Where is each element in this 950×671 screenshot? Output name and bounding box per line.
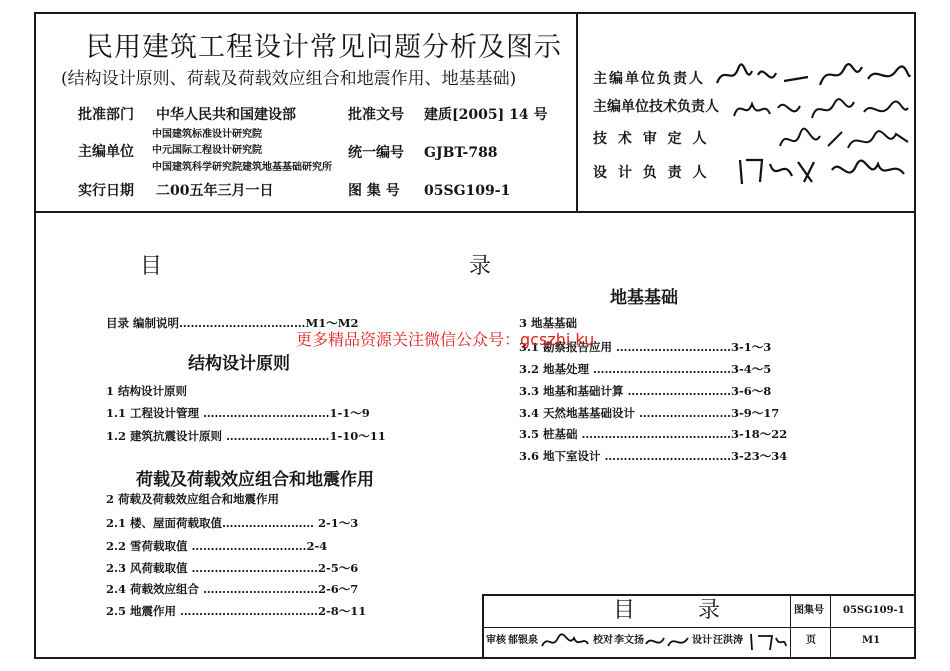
editor-line-2: 中元国际工程设计研究院	[152, 145, 262, 156]
toc-item-1-2: 1.2 建筑抗震设计原则 ………………………1-10～11	[106, 429, 386, 443]
toc-item-3-5: 3.5 桩基础 …………………………………3-18～22	[519, 427, 788, 441]
editor-line-1: 中国建筑标准设计研究院	[152, 129, 262, 140]
responsible-2: 主编单位技术负责人	[593, 99, 719, 115]
titleblock-atlas-value: 05SG109-1	[843, 605, 905, 616]
check-label: 校对	[593, 635, 613, 646]
section-title-1: 结构设计原则	[188, 354, 290, 374]
header-bottom-line	[34, 211, 916, 213]
toc-item-2-5: 2.5 地震作用 ………………………………2-8～11	[106, 604, 367, 618]
editor-label: 主编单位	[78, 144, 134, 160]
toc-item-1-1: 1.1 工程设计管理 ……………………………1-1～9	[106, 406, 370, 420]
titleblock-col-2	[830, 594, 831, 659]
editor-line-3: 中国建筑科学研究院建筑地基基础研究所	[152, 162, 332, 173]
header-divider	[576, 12, 578, 212]
toc-item-3-2: 3.2 地基处理 ………………………………3-4～5	[519, 362, 772, 376]
responsible-4: 设 计 负 责 人	[593, 165, 710, 181]
toc-item-2-2: 2.2 雪荷载取值 …………………………2-4	[106, 539, 328, 553]
toc-heading: 目 录	[140, 254, 641, 279]
watermark-text: 更多精品资源关注微信公众号：gcszhi ku	[296, 330, 595, 349]
approval-doc: 建质[2005] 14 号	[424, 107, 548, 123]
titleblock-sheet-title: 目 录	[613, 598, 748, 623]
doc-title: 民用建筑工程设计常见问题分析及图示	[86, 32, 562, 63]
toc-item-3-3: 3.3 地基和基础计算 ………………………3-6～8	[519, 384, 772, 398]
design-name: 汪洪涛	[713, 635, 743, 646]
titleblock-top-line	[482, 594, 916, 596]
unified-no-label: 统一编号	[348, 145, 404, 161]
signature-row-4	[736, 152, 912, 190]
review-label: 审核	[486, 635, 506, 646]
check-signature	[644, 630, 692, 652]
titleblock-page-label: 页	[806, 635, 816, 646]
atlas-no-label: 图 集 号	[348, 183, 400, 199]
chapter-3: 3 地基基础	[519, 316, 578, 330]
approval-dept: 中华人民共和国建设部	[156, 107, 296, 123]
titleblock-col-1	[790, 594, 791, 659]
date-label: 实行日期	[78, 183, 134, 199]
section-title-2: 荷载及荷载效应组合和地震作用	[136, 470, 374, 490]
titleblock-atlas-label: 图集号	[794, 605, 824, 616]
titleblock-mid-line	[482, 627, 916, 628]
chapter-1: 1 结构设计原则	[106, 384, 188, 398]
toc-item-2-3: 2.3 风荷载取值 ……………………………2-5～6	[106, 561, 359, 575]
atlas-no: 05SG109-1	[424, 183, 511, 199]
design-signature	[748, 630, 788, 652]
design-label: 设计	[692, 635, 712, 646]
section-title-3: 地基基础	[610, 288, 678, 308]
titleblock-page-value: M1	[862, 635, 881, 646]
toc-front-item: 目录 编制说明……………………………M1～M2	[106, 316, 359, 330]
review-signature	[540, 630, 590, 652]
date-value: 二00五年三月一日	[156, 183, 274, 199]
toc-item-3-6: 3.6 地下室设计 ……………………………3-23～34	[519, 449, 788, 463]
signature-row-1	[712, 55, 912, 95]
responsible-3: 技 术 审 定 人	[593, 131, 710, 147]
toc-item-3-1: 3.1 勘察报告应用 …………………………3-1～3	[519, 340, 772, 354]
signature-row-2	[730, 90, 910, 126]
chapter-2: 2 荷载及荷载效应组合和地震作用	[106, 492, 280, 506]
unified-no: GJBT-788	[424, 145, 498, 161]
responsible-1: 主编单位负责人	[593, 71, 705, 87]
toc-item-3-4: 3.4 天然地基基础设计 ……………………3-9～17	[519, 406, 780, 420]
toc-item-2-4: 2.4 荷载效应组合 …………………………2-6～7	[106, 582, 359, 596]
toc-item-2-1: 2.1 楼、屋面荷载取值…………………… 2-1～3	[106, 516, 359, 530]
signature-row-3	[776, 122, 912, 156]
review-name: 郁银泉	[508, 635, 538, 646]
approval-dept-label: 批准部门	[78, 107, 134, 123]
approval-doc-label: 批准文号	[348, 107, 404, 123]
check-name: 李文扬	[614, 635, 644, 646]
doc-subtitle: (结构设计原则、荷载及荷载效应组合和地震作用、地基基础)	[61, 69, 517, 89]
